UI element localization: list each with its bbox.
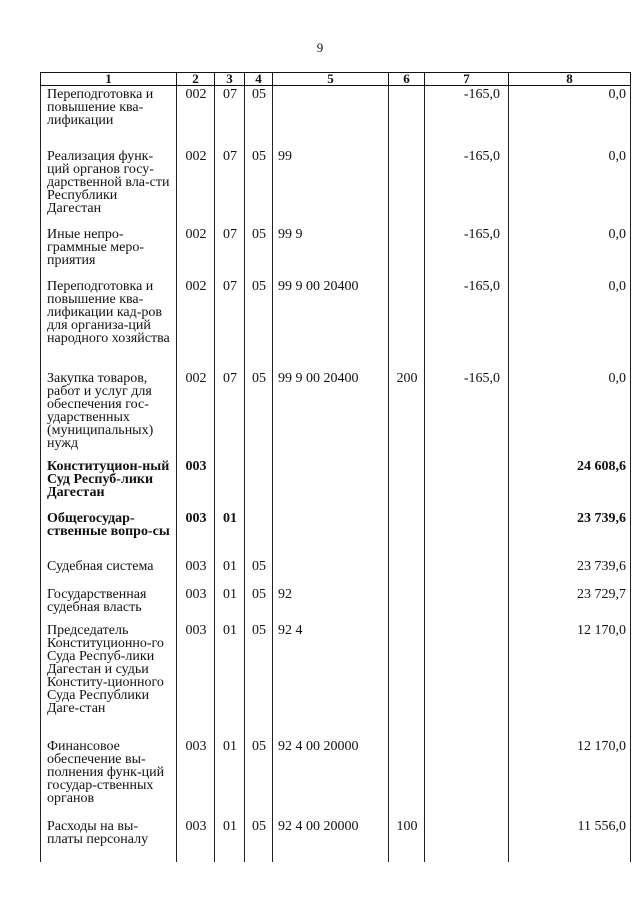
row-code-col3: [215, 458, 245, 510]
row-code-col2: 003: [177, 510, 215, 558]
column-header-5: 5: [273, 73, 389, 86]
row-code-col4: 05: [245, 226, 273, 278]
row-name: Финансовое обеспечение вы-полнения функ-ций государ-ственных органов: [41, 738, 177, 818]
column-header-3: 3: [215, 73, 245, 86]
row-code-col5: 99 9 00 20400: [273, 370, 389, 458]
row-value-col7: [425, 586, 509, 622]
row-name: Общегосудар-ственные вопро-сы: [41, 510, 177, 558]
row-code-col2: 003: [177, 622, 215, 738]
row-code-col2: 003: [177, 586, 215, 622]
row-code-col6: [389, 558, 425, 586]
header-row: [41, 73, 631, 86]
row-code-col5: 92: [273, 586, 389, 622]
table-header: [41, 73, 631, 86]
row-code-col6: 200: [389, 370, 425, 458]
row-name: Иные непро-граммные меро-приятия: [41, 226, 177, 278]
row-value-col7: [425, 510, 509, 558]
row-value-col7: [425, 818, 509, 862]
row-code-col5: 92 4 00 20000: [273, 818, 389, 862]
table-row: [41, 458, 631, 510]
row-code-col6: [389, 86, 425, 148]
row-name: Судебная система: [41, 558, 177, 586]
table-row: [41, 148, 631, 226]
row-code-col3: 01: [215, 586, 245, 622]
row-code-col2: 003: [177, 818, 215, 862]
row-value-col7: -165,0: [425, 148, 509, 226]
row-code-col3: 01: [215, 510, 245, 558]
row-value-col8: 24 608,6: [509, 458, 631, 510]
column-header-7: 7: [425, 73, 509, 86]
row-value-col7: -165,0: [425, 226, 509, 278]
row-name: Государственная судебная власть: [41, 586, 177, 622]
row-value-col7: [425, 622, 509, 738]
row-code-col6: [389, 458, 425, 510]
table-row: [41, 370, 631, 458]
row-code-col6: [389, 148, 425, 226]
row-code-col6: [389, 278, 425, 370]
row-code-col3: 01: [215, 738, 245, 818]
row-value-col7: -165,0: [425, 278, 509, 370]
row-code-col2: 002: [177, 278, 215, 370]
row-value-col8: 23 739,6: [509, 510, 631, 558]
row-code-col3: 01: [215, 558, 245, 586]
row-value-col7: [425, 738, 509, 818]
row-code-col4: [245, 458, 273, 510]
row-code-col3: 07: [215, 226, 245, 278]
table-row: [41, 86, 631, 148]
row-code-col4: 05: [245, 148, 273, 226]
row-code-col4: 05: [245, 586, 273, 622]
row-value-col8: 12 170,0: [509, 622, 631, 738]
row-code-col2: 003: [177, 558, 215, 586]
table-row: [41, 278, 631, 370]
table-row: [41, 622, 631, 738]
row-value-col7: -165,0: [425, 370, 509, 458]
table-row: [41, 738, 631, 818]
row-name: Конституцион-ный Суд Респуб-лики Дагестан: [41, 458, 177, 510]
row-code-col2: 002: [177, 86, 215, 148]
table-body: [41, 86, 631, 862]
row-value-col8: 0,0: [509, 226, 631, 278]
row-value-col8: 12 170,0: [509, 738, 631, 818]
row-name: Реализация функ-ций органов госу-дарственной вла-сти Республики Дагестан: [41, 148, 177, 226]
row-name: Председатель Конституционно-го Суда Респуб-лики Дагестан и судьи Конститу-ционного Суда Республики Даге-стан: [41, 622, 177, 738]
table-row: [41, 558, 631, 586]
row-value-col7: [425, 558, 509, 586]
row-code-col4: [245, 510, 273, 558]
row-value-col8: 23 739,6: [509, 558, 631, 586]
row-name: Расходы на вы-платы персоналу: [41, 818, 177, 862]
row-value-col8: 0,0: [509, 370, 631, 458]
row-code-col4: 05: [245, 86, 273, 148]
table-row: [41, 818, 631, 862]
row-code-col4: 05: [245, 558, 273, 586]
row-code-col5: [273, 558, 389, 586]
row-value-col8: 0,0: [509, 86, 631, 148]
row-value-col8: 11 556,0: [509, 818, 631, 862]
row-value-col8: 23 729,7: [509, 586, 631, 622]
row-code-col4: 05: [245, 818, 273, 862]
row-name: Переподготовка и повышение ква-лификации кад-ров для организа-ций народного хозяйства: [41, 278, 177, 370]
row-code-col4: 05: [245, 278, 273, 370]
row-code-col4: 05: [245, 370, 273, 458]
row-code-col3: 01: [215, 622, 245, 738]
row-code-col5: 92 4: [273, 622, 389, 738]
row-code-col5: 99 9 00 20400: [273, 278, 389, 370]
row-code-col6: [389, 586, 425, 622]
row-code-col6: [389, 226, 425, 278]
column-header-8: 8: [509, 73, 631, 86]
row-code-col6: [389, 738, 425, 818]
column-header-2: 2: [177, 73, 215, 86]
row-code-col6: [389, 622, 425, 738]
row-code-col5: 99: [273, 148, 389, 226]
row-code-col4: 05: [245, 738, 273, 818]
row-code-col5: [273, 86, 389, 148]
row-code-col3: 07: [215, 86, 245, 148]
page-number: 9: [316, 40, 324, 55]
column-header-4: 4: [245, 73, 273, 86]
column-header-6: 6: [389, 73, 425, 86]
row-name: Переподготовка и повышение ква-лификации: [41, 86, 177, 148]
row-code-col2: 003: [177, 738, 215, 818]
row-code-col6: [389, 510, 425, 558]
row-code-col2: 003: [177, 458, 215, 510]
row-code-col5: 92 4 00 20000: [273, 738, 389, 818]
row-code-col3: 07: [215, 148, 245, 226]
row-value-col7: [425, 458, 509, 510]
row-value-col8: 0,0: [509, 278, 631, 370]
row-code-col3: 01: [215, 818, 245, 862]
row-code-col5: 99 9: [273, 226, 389, 278]
row-code-col3: 07: [215, 278, 245, 370]
row-code-col5: [273, 458, 389, 510]
row-value-col8: 0,0: [509, 148, 631, 226]
row-code-col3: 07: [215, 370, 245, 458]
row-name: Закупка товаров, работ и услуг для обеспечения гос-ударственных (муниципальных) нужд: [41, 370, 177, 458]
column-header-1: 1: [41, 73, 177, 86]
row-code-col2: 002: [177, 148, 215, 226]
row-value-col7: -165,0: [425, 86, 509, 148]
table-row: [41, 226, 631, 278]
budget-table: [40, 72, 631, 862]
row-code-col2: 002: [177, 370, 215, 458]
table-row: [41, 510, 631, 558]
table-row: [41, 586, 631, 622]
row-code-col6: 100: [389, 818, 425, 862]
row-code-col4: 05: [245, 622, 273, 738]
row-code-col5: [273, 510, 389, 558]
row-code-col2: 002: [177, 226, 215, 278]
